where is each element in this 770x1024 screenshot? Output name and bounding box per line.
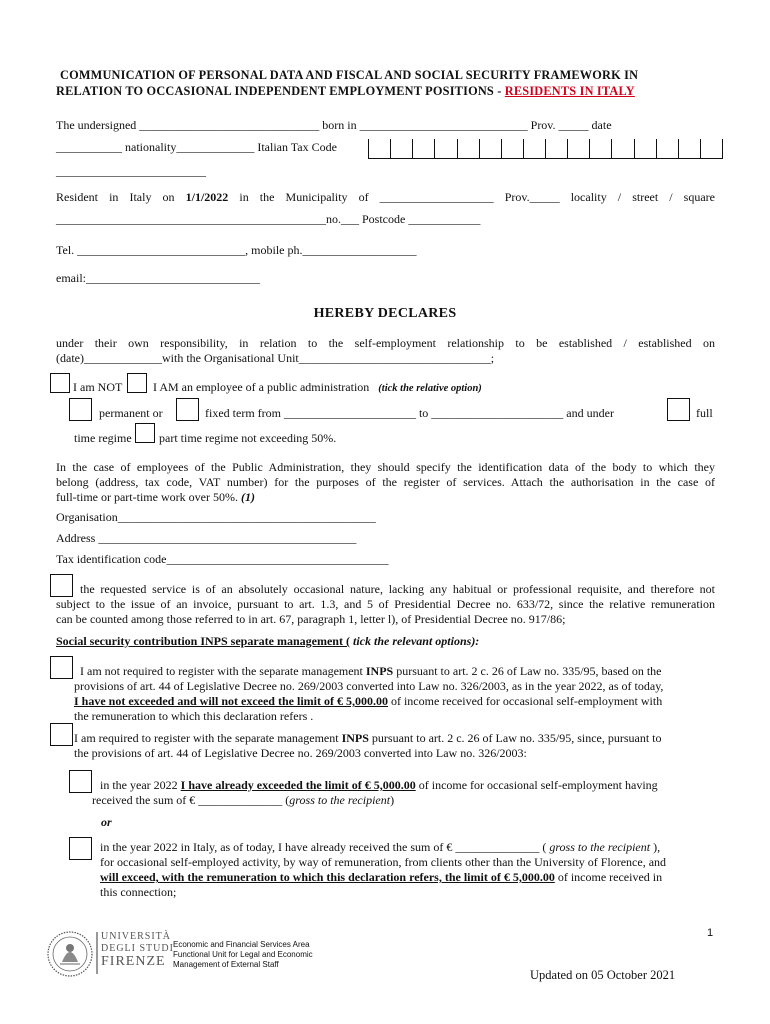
occasional-line-1: the requested service is of an absolutely occasional nature, lacking any habitual or professional requisite, and therefore not	[80, 582, 715, 596]
logo-divider	[96, 932, 98, 974]
pa-info-line-2: belong (address, tax code, VAT number) for the purposes of the register of services. Attach the authorisation in the case of	[56, 475, 715, 489]
page-number: 1	[707, 927, 714, 939]
occasional-line-2: subject to the issue of an invoice, pursuant to art. 1.3, and 5 of Presidential Decree no. 633/72, since the relative remuneration	[56, 597, 715, 611]
permanent-label: permanent or	[99, 406, 163, 420]
undersigned-line[interactable]: The undersigned ______________________________ born in ____________________________ Prov. _____ date	[56, 118, 612, 132]
footer-area-line-2: Functional Unit for Legal and Economic	[173, 950, 313, 959]
inps-option-2-line-2: the provisions of art. 44 of Legislative Decree no. 269/2003 converted into Law no. 326/2003:	[74, 746, 527, 760]
will-exceed-line-4: this connection;	[100, 885, 177, 899]
university-seal-icon	[46, 930, 94, 978]
already-exceeded-checkbox[interactable]	[69, 770, 92, 793]
title-line-1: COMMUNICATION OF PERSONAL DATA AND FISCAL AND SOCIAL SECURITY FRAMEWORK IN	[60, 68, 639, 82]
full-time-regime-label: time regime	[74, 431, 132, 445]
inps-not-required-checkbox[interactable]	[50, 656, 73, 679]
inps-heading: Social security contribution INPS separate management ( tick the relevant options):	[56, 634, 480, 648]
am-employee-label: I AM an employee of a public administration (tick the relative option)	[153, 380, 482, 394]
title-line-2: RELATION TO OCCASIONAL INDEPENDENT EMPLOYMENT POSITIONS - RESIDENTS IN ITALY	[56, 84, 635, 98]
already-exceeded-line-1: in the year 2022 I have already exceeded the limit of € 5,000.00 of income for occasional self-employment having	[100, 778, 658, 792]
logo-line-1: UNIVERSITÀ	[101, 931, 171, 942]
full-label: full	[696, 406, 713, 420]
inps-option-1-line-1: I am not required to register with the separate management INPS pursuant to art. 2 c. 26 of Law no. 335/95, based on the	[80, 664, 662, 678]
will-exceed-line-2: for occasional self-employed activity, by way of remuneration, from clients other than the University of Florence, and	[100, 855, 667, 869]
or-label: or	[101, 815, 112, 829]
tax-id-field[interactable]: Tax identification code_____________________________________	[56, 552, 389, 566]
not-employee-checkbox[interactable]	[50, 373, 70, 393]
occasional-service-checkbox[interactable]	[50, 574, 73, 597]
logo-line-2: DEGLI STUDI	[101, 943, 174, 954]
part-time-checkbox[interactable]	[135, 423, 155, 443]
residents-highlight: RESIDENTS IN ITALY	[504, 84, 635, 98]
pa-info-line-3: full-time or part-time work over 50%. (1)	[56, 490, 255, 504]
footer-area-line-3: Management of External Staff	[173, 960, 279, 969]
intro-line-2[interactable]: (date)_____________with the Organisational Unit________________________________;	[56, 351, 495, 365]
address-line[interactable]: _____________________________________________no.___ Postcode ____________	[56, 212, 481, 226]
pa-address-field[interactable]: Address ___________________________________________	[56, 531, 357, 545]
nationality-line[interactable]: ___________ nationality_____________ Italian Tax Code	[56, 140, 337, 154]
inps-option-1-line-4: the remuneration to which this declaration refers .	[74, 709, 314, 723]
fixed-term-label: fixed term from ______________________ to ______________________ and under	[205, 406, 614, 420]
inps-option-1-line-2: provisions of art. 44 of Legislative Decree no. 269/2003 converted into Law no. 326/2003, as in the year 2022, as of today,	[74, 679, 664, 693]
full-time-checkbox[interactable]	[667, 398, 690, 421]
email-line[interactable]: email:_____________________________	[56, 271, 260, 285]
fixed-term-checkbox[interactable]	[176, 398, 199, 421]
am-employee-checkbox[interactable]	[127, 373, 147, 393]
resident-line[interactable]: Resident in Italy on 1/1/2022 in the Municipality of ___________________ Prov._____ locality / street / square	[56, 190, 715, 204]
inps-option-2-line-1: I am required to register with the separate management INPS pursuant to art. 2 c. 26 of Law no. 335/95, since, pursuant to	[74, 731, 662, 745]
not-employee-label: I am NOT	[73, 380, 123, 394]
already-exceeded-line-2: received the sum of € ______________ (gross to the recipient)	[92, 793, 395, 807]
inps-required-checkbox[interactable]	[50, 723, 73, 746]
declares-heading: HEREBY DECLARES	[313, 306, 457, 321]
permanent-checkbox[interactable]	[69, 398, 92, 421]
organisation-field[interactable]: Organisation___________________________________________	[56, 510, 376, 524]
footer-area-line-1: Economic and Financial Services Area	[173, 940, 310, 949]
intro-line-1: under their own responsibility, in relation to the self-employment relationship to be established / established on	[56, 336, 715, 350]
logo-line-3: FIRENZE	[101, 954, 166, 969]
inps-option-1-line-3: I have not exceeded and will not exceed the limit of € 5,000.00 of income received for occasional self-employment with	[74, 694, 663, 708]
updated-date: Updated on 05 October 2021	[530, 968, 676, 982]
nationality-continuation[interactable]: _________________________	[56, 164, 206, 178]
telephone-line[interactable]: Tel. ____________________________, mobile ph.___________________	[56, 243, 417, 257]
occasional-line-3: can be counted among those referred to in art. 67, paragraph 1, letter l), of Presidential Decree no. 917/86;	[56, 612, 566, 626]
part-time-label: part time regime not exceeding 50%.	[159, 431, 337, 445]
will-exceed-line-1: in the year 2022 in Italy, as of today, I have already received the sum of € ______________ ( gross to the recipient ),	[100, 840, 661, 854]
tax-code-grid[interactable]	[368, 139, 723, 159]
pa-info-line-1: In the case of employees of the Public Administration, they should specify the identification data of the body to which they	[56, 460, 715, 474]
will-exceed-line-3: will exceed, with the remuneration to which this declaration refers, the limit of € 5,000.00 of income received in	[100, 870, 663, 884]
will-exceed-checkbox[interactable]	[69, 837, 92, 860]
